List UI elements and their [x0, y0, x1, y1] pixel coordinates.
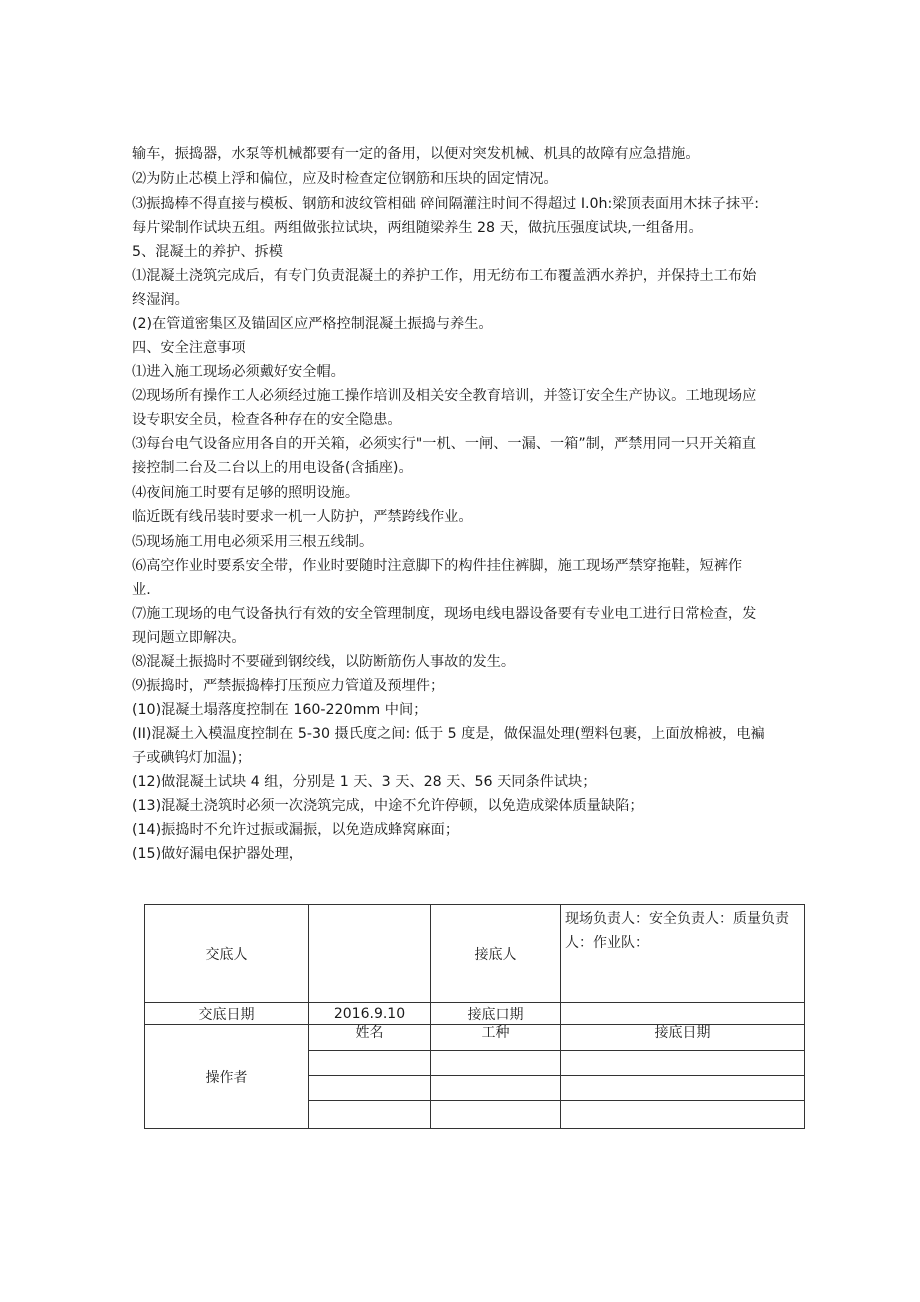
text-line: ⑵现场所有操作工人必须经过施工操作培训及相关安全教育培训，并签订安全生产协议。工地现场应 [132, 388, 757, 404]
cell-trade [431, 1051, 561, 1076]
text-line: 5、混凝土的养护、拆模 [132, 244, 283, 260]
cell-name [309, 1051, 431, 1076]
text-line: ⑴混凝土浇筑完成后，有专门负责混凝土的养护工作，用无纺布工布覆盖洒水养护，并保持土工布始 [132, 268, 757, 284]
text-line: 接控制二台及二台以上的用电设备(含插座)。 [132, 460, 413, 476]
cell-jiaodi-ren-label: 交底人 [145, 905, 309, 1003]
text-line: ⑶每台电气设备应用各自的开关箱，必须实行"一机、一闸、一漏、一箱”制，严禁用同一只开关箱直 [132, 436, 756, 452]
cell-jiaodi-date-label: 交底日期 [145, 1003, 309, 1025]
cell-jiedi-date-value [561, 1003, 805, 1025]
cell-jiedi-ren-label: 接底人 [431, 905, 561, 1003]
cell-jiaodi-date-value: 2016.9.10 [309, 1003, 431, 1025]
text-line: 业. [132, 582, 151, 598]
cell-jiaodi-ren-value [309, 905, 431, 1003]
text-line: ⑺施工现场的电气设备执行有效的安全管理制度，现场电线电器设备要有专业电工进行日常检查，发 [132, 606, 757, 622]
text-line: 子或碘钨灯加温)； [132, 750, 252, 766]
cell-responsible: 现场负责人：安全负责人：质量负责人：作业队： [561, 905, 805, 1003]
text-line: 终湿润。 [132, 292, 189, 308]
text-line: ⑹高空作业时要系安全带，作业时要随时注意脚下的构件挂住裤脚，施工现场严禁穿拖鞋，短裤作 [132, 558, 743, 574]
cell-name [309, 1101, 431, 1129]
cell-date [561, 1051, 805, 1076]
cell-jiedi-date-label: 接底口期 [431, 1003, 561, 1025]
text-line: (2)在管道密集区及锚固区应严格控制混凝土振捣与养生。 [132, 316, 493, 332]
text-line: 临近既有线吊装时要求一机一人防护，严禁跨线作业。 [132, 509, 473, 525]
cell-trade [431, 1076, 561, 1101]
text-line: 每片梁制作试块五组。两组做张拉试块，两组随梁养生 28 天，做抗压强度试块,一组备用。 [132, 220, 703, 236]
cell-name [309, 1076, 431, 1101]
col-header-trade: 工种 [431, 1025, 561, 1051]
col-header-date: 接底日期 [561, 1025, 805, 1051]
text-line: (10)混凝土塌落度控制在 160-220mm 中间； [132, 702, 428, 718]
text-line: (13)混凝土浇筑时必须一次浇筑完成，中途不允许停顿，以免造成梁体质量缺陷； [132, 798, 644, 814]
cell-date [561, 1076, 805, 1101]
handover-table [144, 904, 805, 1129]
text-line: (15)做好漏电保护器处理， [132, 846, 303, 862]
text-line: 四、安全注意事项 [132, 340, 246, 356]
text-line: ⑷夜间施工时要有足够的照明设施。 [132, 485, 360, 501]
text-line: 现问题立即解决。 [132, 630, 246, 646]
text-line: ⑶振捣棒不得直接与模板、钢筋和波纹管相础 碎间隔灌注时间不得超过 I.0h:梁顶表面用木抹子抹平: [132, 196, 759, 212]
text-line: ⑼振捣时，严禁振捣棒打压预应力管道及预埋件； [132, 678, 445, 694]
cell-operator-label: 操作者 [145, 1025, 309, 1129]
text-line: 输车，振捣器，水泵等机械都要有一定的备用，以便对突发机械、机具的故障有应急措施。 [132, 146, 700, 162]
text-line: ⑵为防止芯模上浮和偏位，应及时检查定位钢筋和压块的固定情况。 [132, 171, 558, 187]
text-line: ⑻混凝土振捣时不要碰到钢绞线，以防断筋伤人事故的发生。 [132, 654, 516, 670]
cell-date [561, 1101, 805, 1129]
text-line: ⑸现场施工用电必须采用三根五线制。 [132, 534, 374, 550]
text-line: (12)做混凝土试块 4 组，分别是 1 天、3 天、28 天、56 天同条件试块； [132, 774, 597, 790]
text-line: 设专职安全员，检查各种存在的安全隐患。 [132, 412, 402, 428]
cell-trade [431, 1101, 561, 1129]
text-line: (II)混凝土入模温度控制在 5-30 摄氏度之间: 低于 5 度是，做保温处理(塑料包裹，上面放棉被，电褊 [132, 726, 765, 742]
text-line: ⑴进入施工现场必须戴好安全帽。 [132, 364, 345, 380]
text-line: (14)振捣时不允许过振或漏振，以免造成蜂窝麻面； [132, 822, 460, 838]
col-header-name: 姓名 [309, 1025, 431, 1051]
